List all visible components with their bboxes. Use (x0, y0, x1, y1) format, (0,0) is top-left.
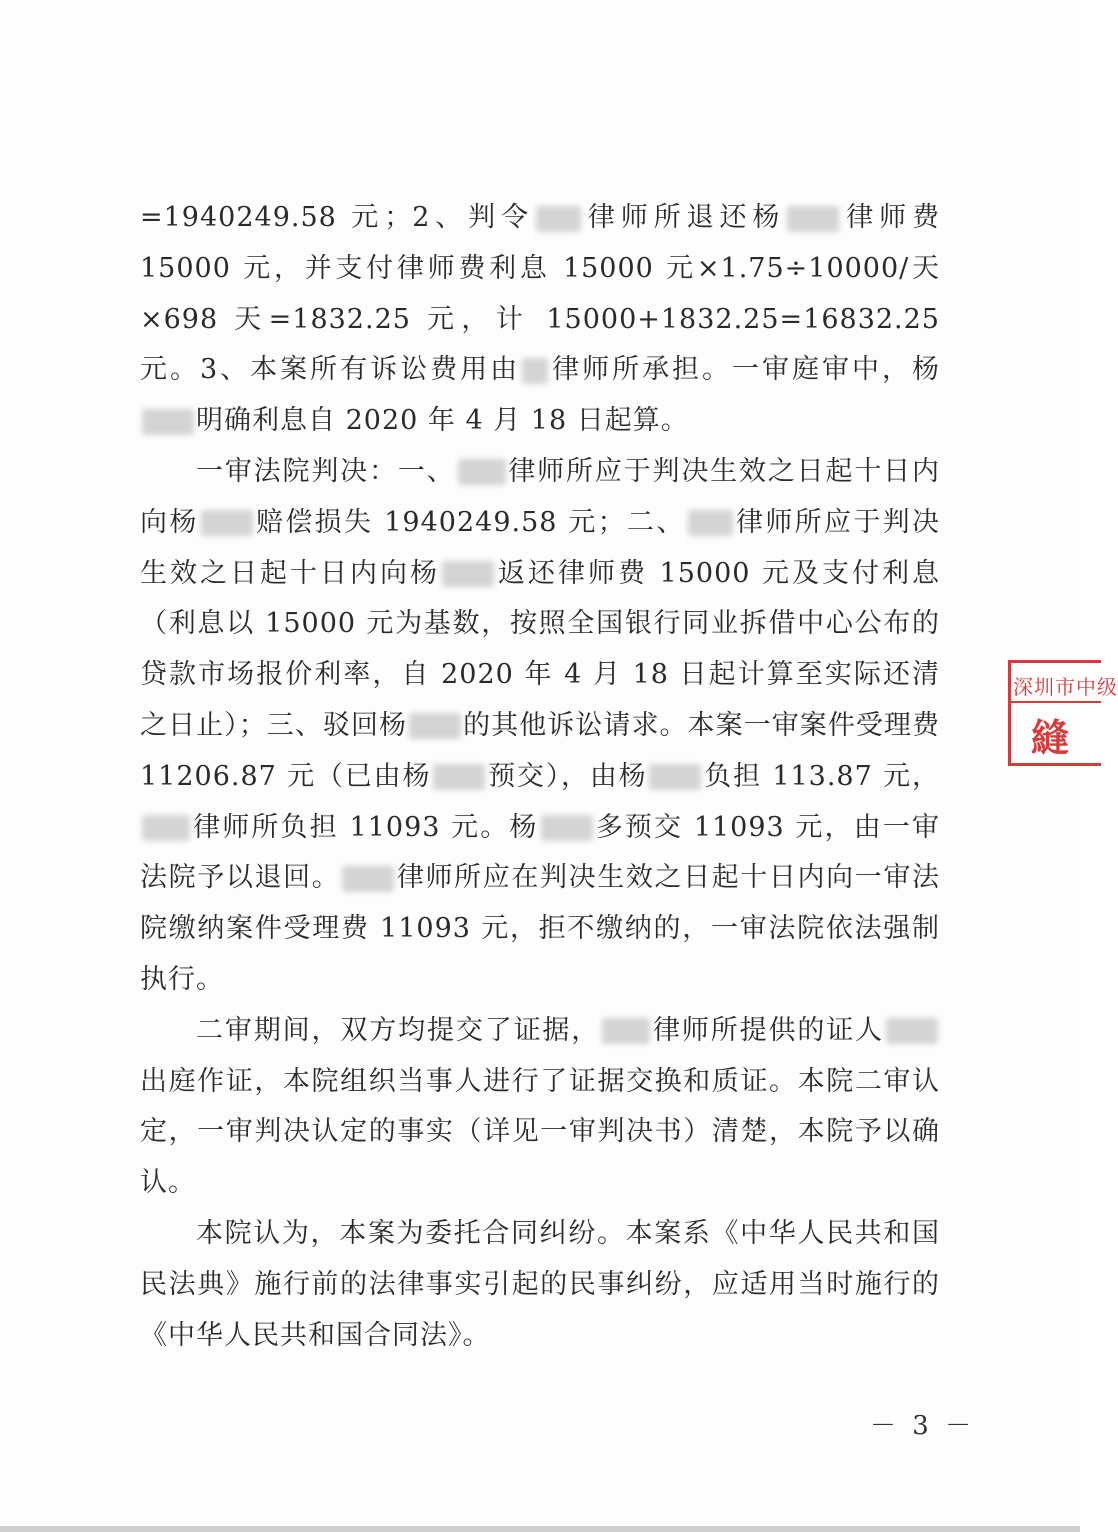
page-number: － 3 － (870, 1411, 976, 1441)
redacted-name (342, 866, 394, 892)
paragraph (140, 1209, 940, 1361)
court-seal-stamp (1008, 660, 1118, 766)
paragraph-text: 本院认为，本案为委托合同纠纷。本案系《中华人民共和国民法典》施行前的法律事实引起的民事纠纷，应适用当时施行的《中华人民共和国合同法》。 (140, 1217, 940, 1351)
paragraph (140, 447, 940, 1006)
paragraph-text: 律师所应于判决生效之日起十日内向杨 (140, 506, 941, 589)
page-bottom-edge (0, 1526, 1080, 1532)
paragraph-text: 律师所退还杨 (582, 202, 786, 233)
redacted-name (458, 459, 506, 485)
paragraph-text: 律师所应于判决生效之日起十日内向杨 (140, 455, 940, 538)
paragraph-text: 预交），由杨 (487, 760, 648, 792)
paragraph-text: 多预交 11093 元，由一审法院予以退回。 (140, 811, 940, 894)
paragraph-text: 律师所应在判决生效之日起十日内向一审法院缴纳案件受理费 11093 元，拒不缴纳的，一审法院依法强制执行。 (140, 862, 941, 995)
redacted-name (649, 764, 701, 790)
paragraph-text: 律师费 15000 元，并支付律师费利息 15000 元×1.75÷10000/天×698 天=1832.25 元，计 15000+1832.25=16832.25 元。3、本案所有诉讼费用由 (140, 202, 941, 386)
paragraph-text: 律师所承担。一审庭审中，杨 (550, 354, 940, 386)
paragraph-text: 律师所提供的证人 (652, 1014, 885, 1046)
paragraph-text: 返还律师费 15000 元及支付利息（利息以 15000 元为基数，按照全国银行同业拆借中心公布的贷款市场报价利率，自 2020 年 4 月 18 日起计算至实际还清之日止）；三、驳回杨 (140, 557, 941, 741)
redacted-name (536, 206, 581, 232)
redacted-name (688, 510, 733, 536)
redacted-name (541, 815, 593, 841)
redacted-name (409, 713, 461, 739)
paragraph-text: 赔偿损失 1940249.58 元；二、 (254, 506, 686, 538)
seal-court-name: 深圳市中级 (1013, 675, 1118, 699)
redacted-name (787, 206, 839, 232)
document-body (140, 193, 940, 1361)
seal-character: 縫 (1031, 715, 1070, 760)
redacted-name (522, 358, 548, 384)
paragraph-text: 出庭作证，本院组织当事人进行了证据交换和质证。本院二审认定，一审判决认定的事实（详见一审判决书）清楚，本院予以确认。 (140, 1065, 940, 1199)
paragraph-text: 明确利息自 2020 年 4 月 18 日起算。 (196, 405, 689, 437)
paragraph-text: 的其他诉讼请求。本案一审案件受理费 11206.87 元（已由杨 (140, 709, 941, 792)
redacted-name (602, 1018, 650, 1044)
paragraph (140, 1006, 940, 1209)
seal-divider (1011, 701, 1101, 703)
redacted-name (433, 764, 485, 790)
paragraph (140, 193, 940, 447)
redacted-name (442, 561, 494, 587)
redacted-name (886, 1018, 938, 1044)
redacted-name (142, 815, 190, 841)
paragraph-text: 律师所负担 11093 元。杨 (192, 811, 539, 843)
redacted-name (142, 409, 194, 435)
redacted-name (201, 510, 253, 536)
paragraph-text: 负担 113.87 元， (703, 760, 940, 792)
paragraph-text: =1940249.58 元；2、判令 (140, 202, 534, 233)
paragraph-text: 二审期间，双方均提交了证据， (196, 1014, 601, 1046)
paragraph-text: 一审法院判决：一、 (196, 455, 456, 487)
